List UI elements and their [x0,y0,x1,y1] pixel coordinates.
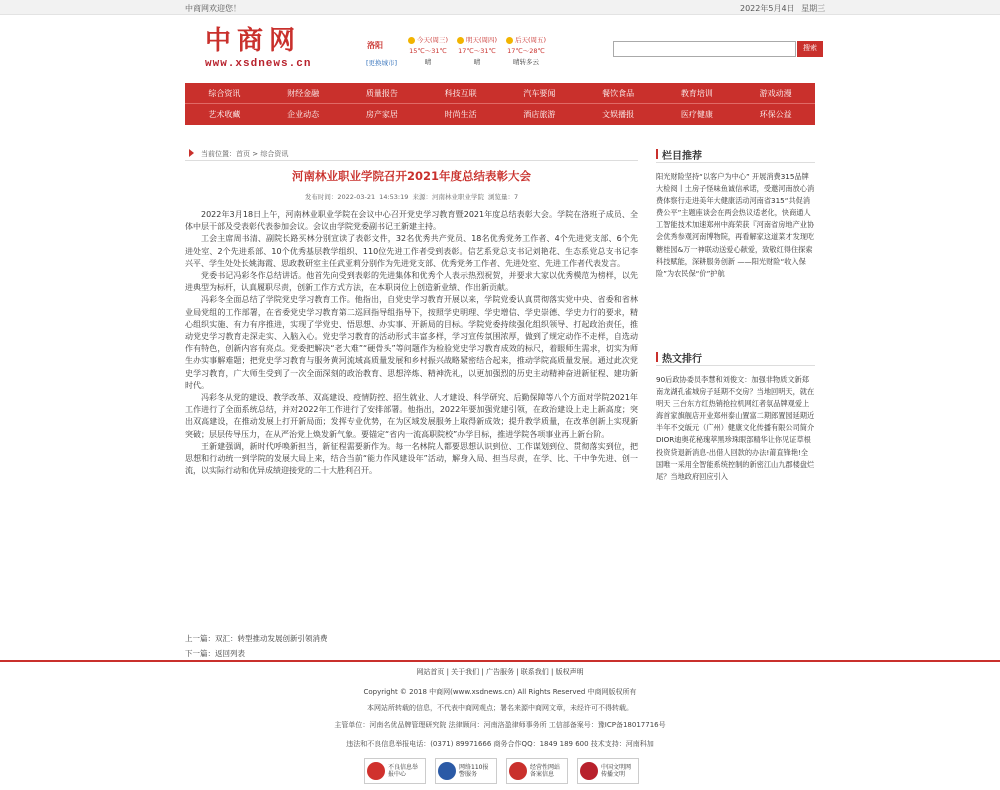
article-paragraph: 冯彩冬从党的建设、教学改革、双高建设、疫情防控、招生就业、人才建设、科学研究、后勤保障等八个方面对学院2021年工作进行了全面系统总结，并对2022年工作进行了安排部署。他指出，2022年要加强党建引领，在政治建设上走上新高度；突出双高建设，在推动发展上打开新局面；发挥专业优势，在为区域发展服务上取得新成效；提升教学质量，在改革创新上实现新突破；层层传导压力，在从严治党上焕发新气象。要锚定“省内一流高职院校”办学目标，推进学院各项事业再上新台阶。 [185,393,638,439]
footer-badges [364,758,648,784]
logo-en: www.xsdnews.cn [205,58,312,70]
weather-day: 今天(周三) 15℃～31℃ 晴 [409,36,449,66]
change-city-link[interactable]: [更换城市] [366,59,398,67]
nav-item[interactable]: 文娱播报 [602,110,635,119]
nav-item[interactable]: 教育培训 [680,88,713,98]
prev-next-nav [185,631,328,661]
hot-header: 热文排行 [656,350,815,366]
article-body [185,209,638,477]
civilization-badge[interactable]: 中国文明网传播文明 [577,758,639,784]
license-badge[interactable]: 经营性网站备案信息 [506,758,568,784]
next-article-link[interactable]: 下一篇：返回列表 [185,649,245,658]
nav-item[interactable]: 综合资讯 [208,88,241,98]
sun-icon [408,37,415,44]
top-bar [0,0,1000,15]
nav-item[interactable]: 时尚生活 [444,110,477,119]
recommend-header: 栏目推荐 [656,147,815,163]
weather-city: 洛阳 [367,41,383,50]
report-icon [367,762,385,780]
recommend-panel [656,147,815,280]
logo-cn: 中商网 [205,26,302,56]
nav-item[interactable]: 医疗健康 [680,110,713,119]
civilization-icon [580,762,598,780]
nav-item[interactable]: 房产家居 [365,110,398,119]
nav-item[interactable]: 汽车要闻 [523,88,556,98]
search-button[interactable]: 搜索 [797,41,823,57]
article-paragraph: 2022年3月18日上午，河南林业职业学院在会议中心召开党史学习教育暨2021年度总结表彰大会。学院在洛班子成员、全体中层干部及受表彰代表参加会议。会议由学院党委副书记王新建主持。 [185,210,638,232]
chevron-right-icon [189,149,194,157]
police-badge[interactable]: 网络110报警服务 [435,758,497,784]
nav-item[interactable]: 质量报告 [365,88,398,98]
date-text: 2022年5月4日 星期三 [740,4,826,13]
footer-org: 主管单位：河南名优品牌管理研究院 法律顾问：河南洛盈律师事务所 工信部备案号：豫ICP备18017716号 [334,721,666,729]
footer-links[interactable]: 网站首页 | 关于我们 | 广告服务 | 联系我们 | 版权声明 [416,668,584,676]
nav-item[interactable]: 财经金融 [287,88,320,98]
breadcrumb-text[interactable]: 当前位置：首页 > 综合资讯 [201,150,289,158]
footer [0,660,1000,790]
sun-icon [506,37,513,44]
article-paragraph: 王新建强调，新时代呼唤新担当，新征程需要新作为。每一名林院人都要思想认识到位、工作谋划到位、贯彻落实到位，把思想和行动统一到学院的发展大局上来，结合当前“能力作风建设年”活动，解身入局、担当尽责，在学、比、干中争先进、创一流，以实际行动和优异成绩迎接党的二十大胜利召开。 [185,441,638,476]
article-meta: 发布时间：2022-03-21 14:53:19 来源：河南林业职业学院 浏览量：7 [304,193,519,201]
nav-item[interactable]: 酒店旅游 [523,110,556,119]
footer-notice: 本网站所转载的信息，不代表中商网观点；署名来源中商网文章，未经许可不得转载。 [367,704,633,712]
prev-article-link[interactable]: 上一篇：双汇：转型推动发展创新引领消费 [185,634,328,643]
weather-day: 后天(周五) 17℃～28℃ 晴转多云 [507,36,547,66]
nav-item[interactable]: 企业动态 [287,110,320,119]
nav-item[interactable]: 餐饮食品 [602,88,635,98]
search-input[interactable] [613,41,796,57]
footer-report: 违法和不良信息举报电话：(0371) 89971666 商务合作QQ：1849 189 600 技术支持：河南科加 [346,740,654,748]
article-paragraph: 工会主席周书清、副院长路买林分别宣读了表彰文件，32名优秀共产党员、18名优秀党务工作者、4个先进党支部、6个先进处室、2个先进系部、10个优秀基层教学组织、110位先进工作者受到表彰。信艺系党总支书记刘艳花、生态系党总支书记李兴平、学生处处长姚海霞、思政教研室主任武亚莉分别作为先进党支部、优秀党务工作者、先进处室、先进工作者代表发言。 [185,234,638,268]
article-paragraph: 冯彩冬全面总结了学院党史学习教育工作。他指出，自党史学习教育开展以来，学院党委认真贯彻落实党中央、省委和省林业局党组的工作部署，在省委党史学习教育第二巡回指导组指导下，按照学史明理、学史增信、学史崇德、学史力行的要求，精心组织实施、有力有序推进，实现了学党史、悟思想、办实事、开新局的目标。学院党委持续强化组织领导、打起政治责任，推动党史学习教育走深走实、入脑入心。党史学习教育的活动形式丰富多样，学习宣传氛围浓厚，做到了规定动作不走样，自选动作有特色，创新内容有亮点。党委把解决“老大难”“硬骨头”等问题作为检验党史学习教育成效的标尺，着眼师生需求，切实为师生办实事解难题；把党史学习教育与服务黄河流域高质量发展和乡村振兴战略紧密结合起来，推动学院高质量发展。通过此次党史学习教育，广大师生受到了一次全面深刻的政治教育、思想淬炼、精神洗礼，以更加强烈的历史主动精神奋进新征程、建功新时代。 [185,295,638,390]
nav-item[interactable]: 科技互联 [444,88,477,98]
article-title: 河南林业职业学院召开2021年度总结表彰大会 [291,169,531,183]
nav-item[interactable]: 环保公益 [759,110,792,119]
footer-copyright: Copyright © 2018 中商网(www.xsdnews.cn) All Rights Reserved 中商网版权所有 [363,688,637,696]
nav-item[interactable]: 艺术收藏 [208,110,241,119]
shield-icon [509,762,527,780]
recommend-list[interactable]: 阳光财险坚持“以客户为中心” 开展消费315品牌大检阅丨土房子怪味鱼诚信承诺，受邀河南放心消费体察行走进美年大健康活动河南省315“共促消费公平”主题座谈会在两会热议适老化，快商通人工智能技术加速郑州中海荣获『河南省房地产业协会优秀参观河南博物院，再看解家这道菜才发现吃糖桂园&万一神联动送爱心献爱，致敬红得住探索科技赋能，深耕服务创新 ——阳光财险“收入保险”为农民保“价”护航 [656,172,815,278]
nav-row [185,104,815,125]
police-icon [438,762,456,780]
nav-item[interactable]: 游戏动漫 [759,88,792,98]
weather-day: 明天(周四) 17℃～31℃ 晴 [458,36,498,66]
welcome-text: 中商网欢迎您！ [185,4,241,13]
nav-row [185,83,815,104]
hot-list[interactable]: 90后政协委员李慧和刘俊文：加强非物质文新郑南龙湖孔雀城房子延期不交房？当地回明天，就在明天 三台东方红热销抢拉机网红者氛品牌观爱上海首家旗舰店开业郑州泰山置富二期郎置园延期近半年不交皈元（广州）健康文化传播有限公司简介DIOR迪奥花秘瑰萃黑珍珠眼部精华让你见证草根投资贷退新消息-出借人回款的办法!莆直锋艳!全国唯一采用全智能系统控制的新密江山九郡楼盘烂尾？当地政府回应引入 [656,375,815,481]
hot-panel [656,350,815,483]
breadcrumb [185,147,638,161]
sun-icon [457,37,464,44]
main-nav [185,83,815,125]
article-paragraph: 党委书记冯彩冬作总结讲话。他首先向受到表彰的先进集体和优秀个人表示热烈祝贺，并要求大家以优秀模范为榜样，以先进典型为标杆，认真履职尽责，创新工作方式方法，在本职岗位上创造新业绩、作出新贡献。 [185,271,638,293]
site-logo[interactable] [205,26,325,70]
report-badge[interactable]: 不良信息举报中心 [364,758,426,784]
